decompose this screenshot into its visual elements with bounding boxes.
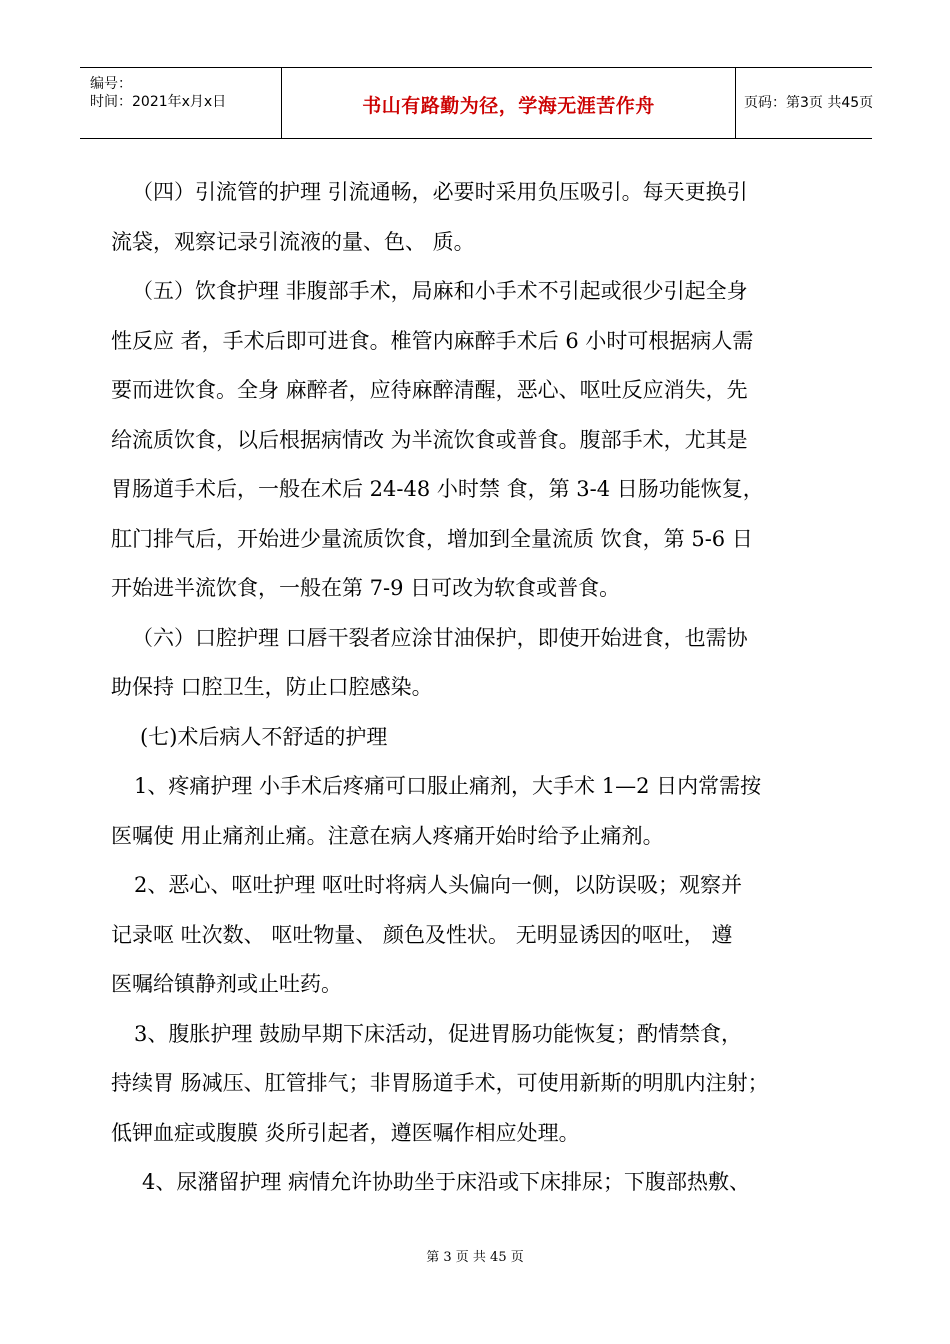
text-line: 胃肠道手术后，一般在术后 24-48 小时禁 食，第 3-4 日肠功能恢复， <box>111 477 764 501</box>
text-line: 低钾血症或腹膜 炎所引起者，遵医嘱作相应处理。 <box>111 1120 580 1145</box>
paragraph-drainage <box>111 168 856 267</box>
header-page-cell <box>735 68 872 138</box>
text-line: 给流质饮食，以后根据病情改 为半流饮食或普食。腹部手术，尤其是 <box>111 427 748 452</box>
text-line: （五）饮食护理 非腹部手术，局麻和小手术不引起或很少引起全身 <box>132 279 748 303</box>
serial-label: 编号： <box>90 76 132 92</box>
header-table <box>80 67 872 139</box>
section-heading: (七)术后病人不舒适的护理 <box>140 724 388 749</box>
text-line: 开始进半流饮食，一般在第 7-9 日可改为软食或普食。 <box>111 576 621 600</box>
page-label: 页码：第3页 共45页 <box>744 95 874 111</box>
text-line: 性反应 者，手术后即可进食。椎管内麻醉手术后 6 小时可根据病人需 <box>111 328 754 353</box>
text-line: 4、尿潴留护理 病情允许协助坐于床沿或下床排尿；下腹部热敷、 <box>142 1170 751 1194</box>
text-line: （六）口腔护理 口唇干裂者应涂甘油保护，即使开始进食，也需协 <box>132 625 748 650</box>
motto: 书山有路勤为径，学海无涯苦作舟 <box>362 95 655 117</box>
paragraph-oral <box>111 614 856 713</box>
text-line: 助保持 口腔卫生，防止口腔感染。 <box>111 675 433 699</box>
text-line: 2、恶心、呕吐护理 呕吐时将病人头偏向一侧，以防误吸；观察并 <box>134 873 743 897</box>
text-line: （四）引流管的护理 引流通畅，必要时采用负压吸引。每天更换引 <box>132 180 748 204</box>
text-line: 医嘱给镇静剂或止吐药。 <box>111 972 342 996</box>
time-label: 时间：2021年x月x日 <box>90 94 227 110</box>
text-line: 流袋，观察记录引流液的量、色、 质。 <box>111 229 475 254</box>
text-line: 肛门排气后，开始进少量流质饮食，增加到全量流质 饮食，第 5-6 日 <box>111 526 753 551</box>
paragraph-pain <box>111 762 856 861</box>
header-meta-cell <box>80 68 281 138</box>
paragraph-urinary <box>111 1158 856 1208</box>
text-line: 医嘱使 用止痛剂止痛。注意在病人疼痛开始时给予止痛剂。 <box>111 823 664 848</box>
text-line: 要而进饮食。全身 麻醉者，应待麻醉清醒，恶心、呕吐反应消失，先 <box>111 378 748 402</box>
paragraph-bloating <box>111 1010 856 1159</box>
text-line: 记录呕 吐次数、 呕吐物量、 颜色及性状。 无明显诱因的呕吐， 遵 <box>111 922 733 947</box>
paragraph-diet <box>111 267 856 614</box>
text-line: 3、腹胀护理 鼓励早期下床活动，促进胃肠功能恢复；酌情禁食， <box>134 1021 743 1046</box>
text-line: 持续胃 肠减压、肛管排气；非胃肠道手术，可使用新斯的明肌内注射； <box>111 1071 769 1095</box>
header-motto-cell <box>281 68 736 138</box>
document-body <box>111 168 856 1208</box>
paragraph-discomfort-heading <box>111 713 856 763</box>
text-line: 1、疼痛护理 小手术后疼痛可口服止痛剂，大手术 1—2 日内常需按 <box>134 774 762 798</box>
page-footer: 第 3 页 共 45 页 <box>426 1250 524 1265</box>
paragraph-nausea <box>111 861 856 1010</box>
